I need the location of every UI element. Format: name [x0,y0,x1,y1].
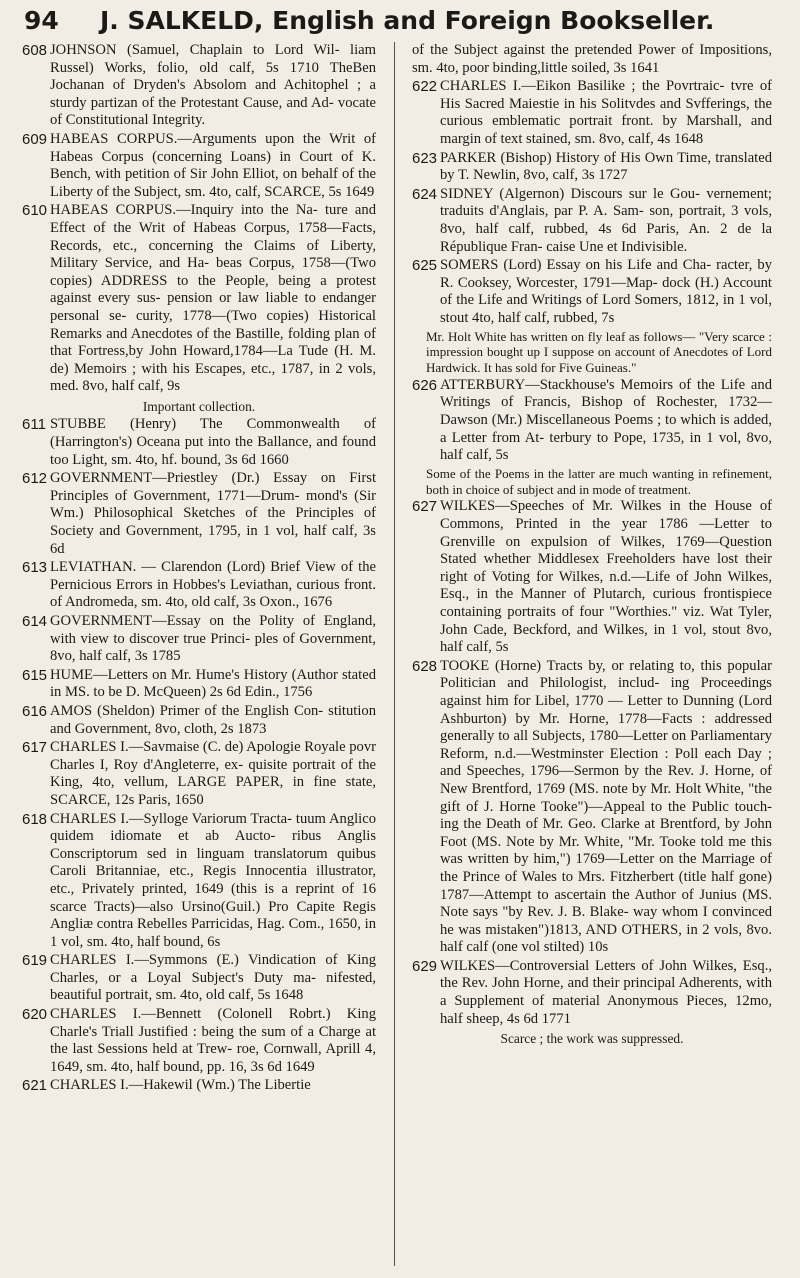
entry-text: HABEAS CORPUS.—Inquiry into the Na- ture and Effect of the Writ of Habeas Corpus, 1758—Facts, Records, etc., concerning the Claims of Liberty, Military Service, and Ha- beas Corpus, 1758—(Two copies) ADDRESS to the People, being a protest against every sus- pension or law liable to endanger personal se- curity, 1778—(Two copies) Historical Remarks and Anecdotes of the Bastille, folding plan of that Fortress,by John Howard,1784—La Tude (H. M. de) Memoirs ; with his Escapes, etc., 1787, in 2 vols, med. 8vo, half calf, 9s [50,202,376,395]
catalogue-entry [22,470,376,558]
catalogue-entry [22,811,376,952]
entry-text: TOOKE (Horne) Tracts by, or relating to, this popular Politician and Philologist, includ- ing Proceedings against him for Libel, 1770 — Letter to Dunning (Lord Ashburton) by Mr. Horne, 1778—Facts : addressed generally to all Subjects, 1780—Letter on Parliamentary Reform, n.d.—Westminster Election : Poll each Day ; and Speeches, 1796—Sermon by the Rev. J. Horne, of New Brentford, 1769 (MS. note by Mr. Holt White, "the gift of J. Horne Tooke")—Appeal to the Public touch- ing the Death of Mr. Geo. Clarke at Brentford, by John Foot (MS. Note by Mr. White, "Mr. Tooke told me this was written by him,") 1769—Letter on the Marriage of the Prince of Wales to Mrs. Fitzherbert (title half gone) 1787—Attempt to ascertain the Author of Junius (MS. Note says "by Rev. J. B. Blake- way whom I convinced he was mistaken")1813, AND OTHERS, in 2 vols, 8vo. half calf (one vol stilted) 10s [440,657,772,956]
entry-number: 625 [412,257,438,275]
entry-text: CHARLES I.—Symmons (E.) Vindication of King Charles, or a Loyal Subject's Duty ma- nifested, beautiful portrait, sm. 4to, old calf, 5s 1648 [50,952,376,1004]
entry-text: GOVERNMENT—Essay on the Polity of England, with view to discover true Princi- ples of Government, 8vo, half calf, 3s 1785 [50,613,376,665]
catalogue-entry [22,559,376,612]
catalogue-entry [412,78,772,148]
entry-text: SIDNEY (Algernon) Discours sur le Gou- vernement; traduits d'Anglais, par P. A. Sam- son, portrait, 3 vols, 8vo, half calf, rubbed, 4s 6d Paris, An. 2 de la République Fran- caise Une et Indivisible. [440,185,772,255]
entry-number: 627 [412,498,438,516]
running-head: J. SALKELD, English and Foreign Bookseller. [100,6,715,35]
entry-text: of the Subject against the pretended Power of Impositions, sm. 4to, poor binding,little soiled, 3s 1641 [412,42,772,76]
entry-number: 609 [22,130,48,148]
entry-continuation [412,1030,772,1048]
entry-number: 628 [412,657,438,675]
entry-text: CHARLES I.—Bennett (Colonell Robrt.) King Charle's Triall Justified : being the sum of a Charge at the last Sessions held at Trew- roe, Cornwall, Aprill 4, 1649, sm. 4to, half bound, pp. 16, 3s 6d 1649 [50,1006,376,1075]
entry-text: LEVIATHAN. — Clarendon (Lord) Brief View of the Pernicious Errors in Hobbes's Leviathan, curious front. of Andromeda, sm. 4to, old calf, 3s Oxon., 1676 [50,559,376,611]
catalogue-entry [22,202,376,396]
catalogue-entry [412,257,772,327]
catalogue-entry [412,186,772,256]
entry-number: 617 [22,739,48,757]
entry-text: AMOS (Sheldon) Primer of the English Con- stitution and Government, 8vo, cloth, 2s 1873 [50,702,376,737]
entry-text: Some of the Poems in the latter are much wanting in refinement, both in choice of subject and in mode of treatment. [426,465,772,497]
entry-text: CHARLES I.—Eikon Basilike ; the Povrtraic- tvre of His Sacred Maiestie in his Solitvdes and Svfferings, the curious emblematic portrait front. by Marshall, and margin of text stained, sm. 8vo, calf, 4s 1648 [440,78,772,147]
right-column [412,42,772,1049]
entry-number: 608 [22,42,48,59]
page-header [24,6,780,34]
entry-number: 620 [22,1006,48,1024]
entry-number: 616 [22,702,48,720]
catalogue-columns [22,42,784,1266]
entry-text: CHARLES I.—Savmaise (C. de) Apologie Royale povr Charles I, Roy d'Angleterre, ex- quisite portrait of the King, 4to, vellum, LARGE PAPER, in fine state, SCARCE, 12s Paris, 1650 [50,739,376,808]
catalogue-entry [22,739,376,809]
entry-note [412,329,772,376]
entry-number: 623 [412,149,438,167]
entry-number: 626 [412,376,438,394]
entry-number: 619 [22,952,48,970]
entry-number: 624 [412,185,438,203]
entry-text: JOHNSON (Samuel, Chaplain to Lord Wil- liam Russel) Works, folio, old calf, 5s 1710 TheBen Jochanan of Dryden's Absolom and Achitophel ; a sturdy partizan of the Protestant Cause, and Ad- vocate of Constitutional Integrity. [50,42,376,129]
entry-text: GOVERNMENT—Priestley (Dr.) Essay on First Principles of Government, 1771—Drum- mond's (Sir Wm.) Philosophical Sketches of the Principles of Society and Government, 1795, in 1 vol, half calf, 3s 6d [50,470,376,557]
entry-number: 610 [22,202,48,220]
catalogue-entry [412,377,772,465]
catalogue-entry [22,1077,376,1095]
catalogue-entry [22,703,376,738]
entry-number: 614 [22,613,48,630]
entry-note [412,466,772,498]
catalogue-entry [22,667,376,702]
entry-text: CHARLES I.—Sylloge Variorum Tracta- tuum Anglico quidem idiomate et ab Aucto- ribus Anglis Conscriptorum sed in linguam translatorum quibus Caroli Britanniae, etc., Regis Innocentia illustrator, etc., Privately printed, 1649 (this is a reprint of 16 scarce Tracts)—also Ursino(Guil.) Pro Capite Regis Angliæ contra Rebelles Parricidas, Hag. Com., 1650, in 1 vol, sm. 4to, half bound, 6s [50,810,376,950]
catalogue-entry [22,131,376,201]
catalogue-entry [412,958,772,1028]
entry-text: PARKER (Bishop) History of His Own Time, translated by T. Newlin, 8vo, calf, 3s 1727 [440,149,772,184]
entry-text: HUME—Letters on Mr. Hume's History (Author stated in MS. to be D. McQueen) 2s 6d Edin., 1756 [50,666,376,701]
entry-text: Important collection. [142,398,256,414]
entry-text: WILKES—Speeches of Mr. Wilkes in the House of Commons, Printed in the year 1786 —Letter to Grenville on expulsion of Wilkes, 1769—Question Stated whether Middlesex Freeholders have lost their right of Voting for Wilkes, n.d.—Life of John Wilkes, Esq., in the Manner of Plutarch, curious frontispiece containing portraits of four "Worthies." viz. Wat Tyler, John Cade, Beckford, and Wilkes, in 1 vol, stout 8vo, half calf, 5s [440,498,772,656]
entry-number: 611 [22,416,46,434]
entry-continuation [22,398,376,416]
catalogue-entry [22,42,376,130]
left-column [22,42,376,1096]
catalogue-entry [22,416,376,469]
entry-text: HABEAS CORPUS.—Arguments upon the Writ of Habeas Corpus (concerning Loans) in Court of K. Bench, with petition of Sir John Elliot, on behalf of the Liberty of the Subject, sm. 4to, calf, SCARCE, 5s 1649 [50,130,376,200]
entry-number: 615 [22,666,48,684]
entry-text: WILKES—Controversial Letters of John Wilkes, Esq., the Rev. John Horne, and their principal Adherents, with a Supplement of material Anonymous Pieces, 12mo, half sheep, 4s 6d 1771 [440,957,772,1027]
entry-text: SOMERS (Lord) Essay on his Life and Cha- racter, by R. Cooksey, Worcester, 1791—Map- dock (H.) Account of the Life and Writings of Lord Somers, 1812, in 1 vol, stout 4to, half calf, rubbed, 7s [440,257,772,326]
entry-number: 612 [22,470,48,488]
entry-continuation [412,42,772,77]
catalogue-entry [22,1006,376,1076]
entry-number: 629 [412,957,438,975]
column-divider [394,42,395,1266]
entry-text: Mr. Holt White has written on fly leaf as follows— "Very scarce : impression bought up I suppose on account of Anecdotes of Lord Hardwick. It has sold for Five Guineas." [426,328,772,376]
entry-number: 613 [22,559,48,577]
entry-text: ATTERBURY—Stackhouse's Memoirs of the Life and Writings of Francis, Bishop of Rochester, 1732—Dawson (Mr.) Miscellaneous Poems ; to which is added, a Letter from At- terbury to Pope, 1735, in 1 vol, 8vo, half calf, 5s [440,376,772,464]
entry-text: STUBBE (Henry) The Commonwealth of (Harrington's) Oceana put into the Ballance, and found too Light, sm. 4to, hf. bound, 3s 6d 1660 [50,416,376,468]
entry-number: 621 [22,1077,48,1095]
entry-number: 622 [412,78,438,96]
catalogue-entry [412,658,772,957]
entry-text: Scarce ; the work was suppressed. [500,1031,684,1047]
catalogue-entry [22,613,376,666]
page-number: 94 [24,6,59,35]
entry-number: 618 [22,810,48,828]
catalogue-entry [22,952,376,1005]
catalogue-entry [412,498,772,656]
catalogue-entry [412,150,772,185]
entry-text: CHARLES I.—Hakewil (Wm.) The Libertie [50,1077,311,1094]
